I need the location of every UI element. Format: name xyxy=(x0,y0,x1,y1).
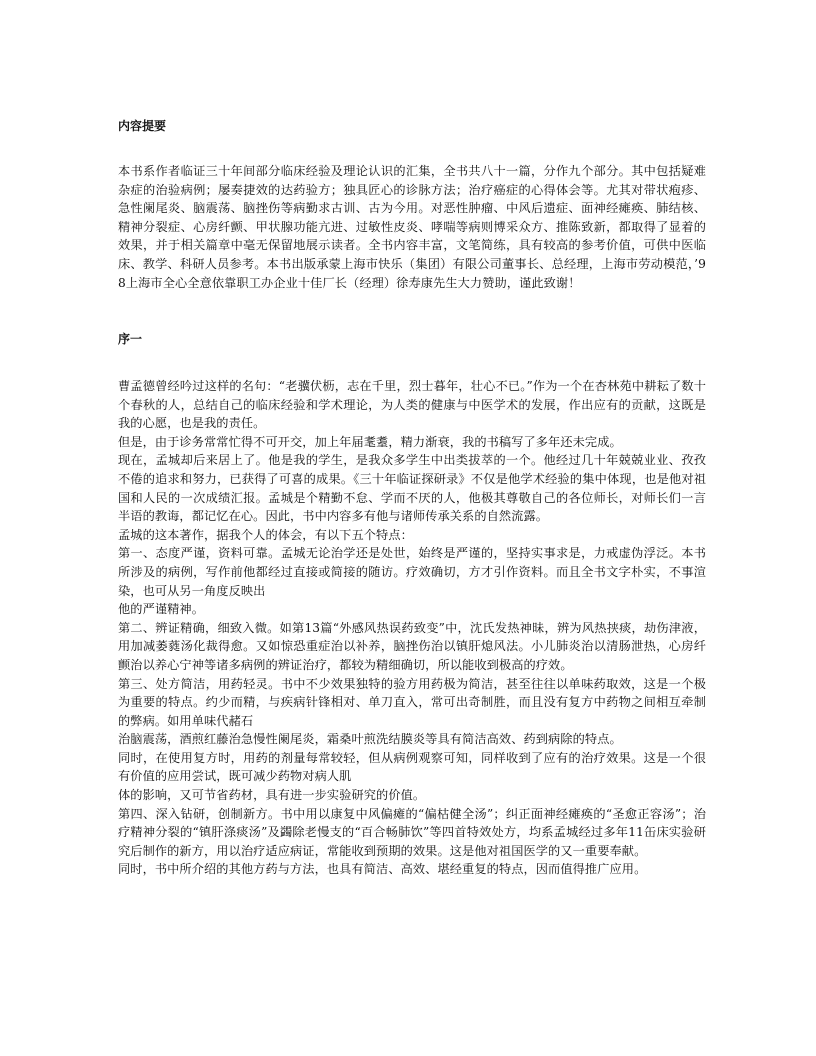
preface-paragraph: 孟城的这本著作，据我个人的体会，有以下五个特点： xyxy=(118,527,413,542)
preface-paragraph: 但是，由于诊务常常忙得不可开交，加上年届耄耋，精力渐衰，我的书稿写了多年还未完成。 xyxy=(118,434,622,449)
summary-section xyxy=(118,162,706,292)
preface-paragraph: 他的严谨精神。 xyxy=(118,602,205,617)
preface-paragraph: 第一、态度严谨，资料可靠。孟城无论治学还是处世，始终是严谨的，坚持实事求是，力戒虚伪浮泛。本书所涉及的病例，写作前他都经过直接或简接的随访。疗效确切，方才引作资料。而且全书文字朴实，不事渲染，也可从另一角度反映出 xyxy=(118,546,706,598)
summary-heading: 内容提要 xyxy=(118,119,167,133)
preface-paragraph: 现在，孟城却后来居上了。他是我的学生，是我众多学生中出类拔萃的一个。他经过几十年兢兢业业、孜孜不倦的追求和努力，已获得了可喜的成果。《三十年临证探研录》不仅是他学术经验的集中体现，也是他对祖国和人民的一次成绩汇报。孟城是个精勤不怠、学而不厌的人，他极其尊敬自己的各位师长，对师长们一言半语的教诲，都记忆在心。因此，书中内容多有他与诸师传承关系的自然流露。 xyxy=(118,453,706,524)
preface-paragraph: 曹孟德曾经吟过这样的名句：“老骥伏枥，志在千里，烈士暮年，壮心不已。”作为一个在杏林苑中耕耘了数十个春秋的人，总结自己的临床经验和学术理论，为人类的健康与中医学术的发展，作出应有的贡献，这既是我的心愿，也是我的责任。 xyxy=(118,379,706,431)
preface-paragraph: 第四、深入钻研，创制新方。书中用以康复中风偏瘫的“偏枯健全汤”；纠正面神经瘫痪的“圣愈正容汤”；治疗精神分裂的“镇肝涤痰汤”及蠲除老慢支的“百合畅肺饮”等四首特效处方，均系孟城经过多年11缶床实验研究后制作的新方，用以治疗适应病证，常能收到预期的效果。这是他对祖国医学的又一重要奉献。 xyxy=(118,806,706,858)
preface-section xyxy=(118,377,706,879)
preface-paragraph: 同时，在使用复方时，用药的剂量每常较轻，但从病例观察可知，同样收到了应有的治疗效果。这是一个很有价值的应用尝试，既可减少药物对病人肌 xyxy=(118,750,706,784)
preface-paragraph: 治脑震荡，酒煎红藤治急慢性阑尾炎，霜桑叶煎洗结膜炎等具有简洁高效、药到病除的特点。 xyxy=(118,732,622,747)
preface-paragraph: 第三、处方简洁，用药轻灵。书中不少效果独特的验方用药极为简洁，甚至往往以单味药取效，这是一个极为重要的特点。约少而精，与疾病针锋相对、单刀直入，常可出奇制胜，而且没有复方中药物之间相互牵制的弊病。如用单味代赭石 xyxy=(118,676,706,728)
preface-paragraph: 同时，书中所介绍的其他方药与方法，也具有简洁、高效、堪经重复的特点，因而值得推广应用。 xyxy=(118,862,647,877)
preface-paragraph: 第二、辨证精确，细致入微。如第13篇“外感风热误药致变”中，沈氏发热神昧，辨为风热挟痰，劫伤津液，用加减萎蕤汤化裁得愈。又如惊恐重症治以补养，脑挫伤治以镇肝熄风法。小儿肺炎治以清肠泄热，心房纤颤治以养心宁神等诸多病例的辨证治疗，都较为精细确切，所以能收到极高的疗效。 xyxy=(118,620,706,672)
summary-paragraph: 本书系作者临证三十年间部分临床经验及理论认识的汇集，全书共八十一篇，分作九个部分。其中包括疑难杂症的治验病例；屡奏捷效的达药验方；独具匠心的诊脉方法；治疗癌症的心得体会等。尤其对带状疱疹、急性阑尾炎、脑震荡、脑挫伤等病勤求古训、古为今用。对恶性肿瘤、中风后遗症、面神经瘫痪、肺结核、精神分裂症、心房纤颤、甲状腺功能亢进、过敏性皮炎、哮喘等病则博采众方、推陈致新，都取得了显着的效果，并于相关篇章中毫无保留地展示读者。全书内容丰富，文笔简练，具有较高的参考价值，可供中医临床、教学、科研人员参考。本书出版承蒙上海市快乐（集团）有限公司董事长、总经理，上海市劳动模范，’98上海市全心全意依靠职工办企业十佳厂长（经理）徐寿康先生大力赞助，谨此致谢！ xyxy=(118,164,706,290)
preface-paragraph: 体的影响，又可节省药材，具有进一步实验研究的价值。 xyxy=(118,788,426,803)
preface-heading: 序一 xyxy=(118,332,143,346)
